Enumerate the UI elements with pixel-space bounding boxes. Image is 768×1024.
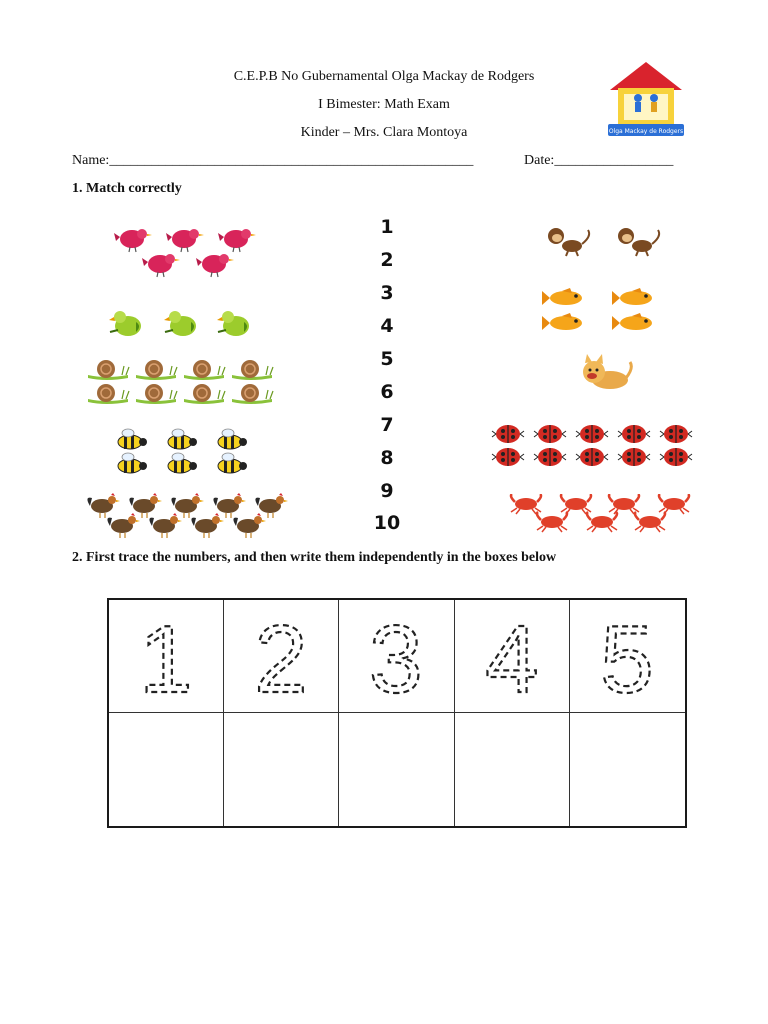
ladybug-icon (576, 425, 608, 443)
number-9: 9 (380, 480, 394, 502)
section1-title: 1. Match correctly (72, 181, 182, 196)
fish-group[interactable] (540, 288, 674, 336)
write-box-2[interactable] (224, 713, 339, 826)
parrot-icon (217, 311, 249, 336)
snail-icon (136, 360, 177, 380)
monkeys-group[interactable] (540, 226, 674, 258)
number-7: 7 (380, 414, 394, 436)
snails-group[interactable] (86, 358, 282, 404)
ladybug-icon (660, 425, 692, 443)
trace-digit-4: 4 (484, 606, 539, 706)
number-10: 10 (373, 512, 401, 534)
exam-title: I Bimester: Math Exam (318, 97, 450, 112)
crab-icon (635, 512, 665, 532)
snail-icon (232, 384, 273, 404)
number-1: 1 (380, 216, 394, 238)
name-field[interactable]: Name:____________________________________________________ (72, 153, 474, 168)
bird-icon (166, 229, 204, 252)
ladybug-icon (618, 425, 650, 443)
ladybug-icon (576, 448, 608, 466)
ladybugs-group[interactable] (488, 422, 704, 468)
write-box-5[interactable] (570, 713, 685, 826)
fish-icon (612, 288, 652, 305)
trace-digit-5: 5 (600, 606, 655, 706)
snail-icon (184, 384, 225, 404)
roosters-group[interactable] (84, 490, 294, 538)
trace-cell-2[interactable] (224, 600, 339, 713)
snail-icon (88, 360, 129, 380)
snail-icon (136, 384, 177, 404)
snail-icon (184, 360, 225, 380)
ladybug-icon (660, 448, 692, 466)
bee-icon (168, 453, 197, 473)
date-field[interactable]: Date:_________________ (524, 153, 674, 168)
crab-icon (561, 494, 591, 514)
crab-icon (609, 494, 639, 514)
birds-group[interactable] (100, 222, 270, 282)
ladybug-icon (492, 448, 524, 466)
rooster-icon (233, 513, 266, 538)
rooster-icon (171, 493, 204, 518)
write-box-4[interactable] (455, 713, 570, 826)
monkey-icon (618, 228, 659, 256)
rooster-icon (191, 513, 224, 538)
trace-cell-5[interactable] (570, 600, 685, 713)
crabs-group[interactable] (506, 494, 702, 534)
bird-icon (196, 254, 234, 277)
number-6: 6 (380, 381, 394, 403)
ladybug-icon (492, 425, 524, 443)
crab-icon (659, 494, 689, 514)
snail-icon (232, 360, 273, 380)
trace-digit-1: 1 (139, 606, 193, 706)
number-2: 2 (380, 249, 394, 271)
write-box-3[interactable] (339, 713, 454, 826)
cat-group[interactable] (578, 354, 634, 394)
tracing-grid (107, 598, 687, 828)
rooster-icon (213, 493, 246, 518)
bird-icon (142, 254, 180, 277)
bee-icon (218, 453, 247, 473)
bird-icon (114, 229, 152, 252)
snail-icon (88, 384, 129, 404)
rooster-icon (107, 513, 140, 538)
school-logo (604, 56, 688, 140)
bee-icon (168, 429, 197, 449)
rooster-icon (129, 493, 162, 518)
section2-title: 2. First trace the numbers, and then write them independently in the boxes below (72, 550, 557, 565)
rooster-icon (149, 513, 182, 538)
parrot-icon (164, 311, 196, 336)
crab-icon (511, 494, 541, 514)
fish-icon (542, 288, 582, 305)
fish-icon (612, 313, 652, 330)
fish-icon (542, 313, 582, 330)
school-name: C.E.P.B No Gubernamental Olga Mackay de Rodgers (233, 69, 535, 84)
bee-icon (118, 429, 147, 449)
ladybug-icon (534, 425, 566, 443)
number-5: 5 (380, 348, 394, 370)
trace-cell-1[interactable] (109, 600, 224, 713)
crab-icon (537, 512, 567, 532)
number-4: 4 (380, 315, 394, 337)
rooster-icon (255, 493, 288, 518)
bee-icon (218, 429, 247, 449)
bee-icon (118, 453, 147, 473)
ladybug-icon (618, 448, 650, 466)
number-8: 8 (380, 447, 394, 469)
number-3: 3 (380, 282, 394, 304)
trace-cell-4[interactable] (455, 600, 570, 713)
bees-group[interactable] (112, 428, 262, 476)
write-box-1[interactable] (109, 713, 224, 826)
trace-cell-3[interactable] (339, 600, 454, 713)
parrot-icon (109, 311, 141, 336)
ladybug-icon (534, 448, 566, 466)
parrots-group[interactable] (104, 306, 264, 338)
rooster-icon (87, 493, 120, 518)
trace-digit-3: 3 (369, 606, 424, 706)
logo-text: Olga Mackay de Rodgers (608, 128, 684, 135)
teacher-line: Kinder – Mrs. Clara Montoya (300, 125, 468, 140)
trace-digit-2: 2 (254, 606, 308, 706)
bird-icon (218, 229, 256, 252)
crab-icon (587, 512, 617, 532)
monkey-icon (548, 228, 589, 256)
